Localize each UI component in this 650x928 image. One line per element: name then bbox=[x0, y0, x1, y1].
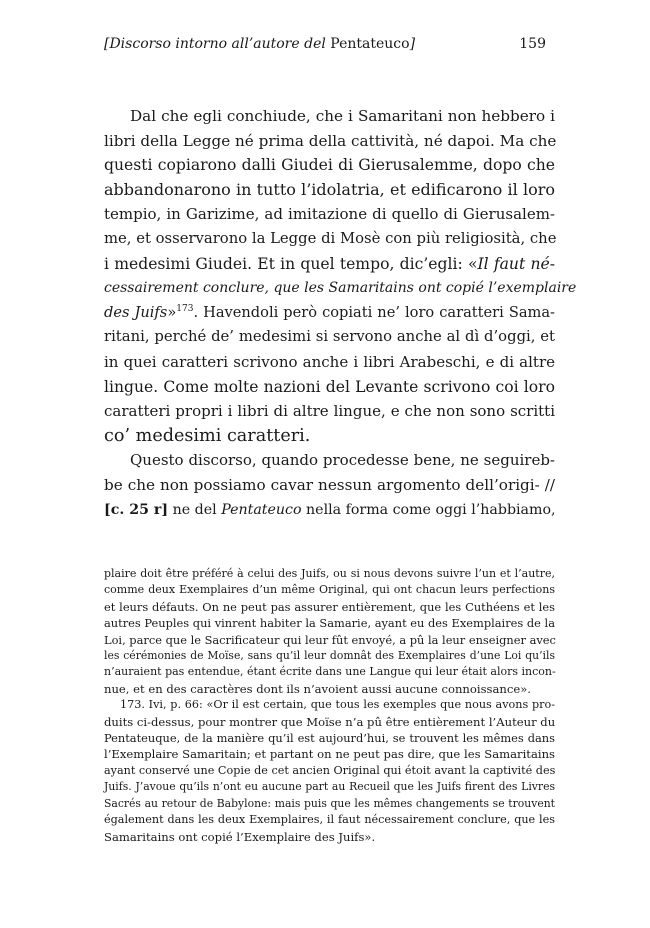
text-line: tempio, in Garizime, ad imitazione di quello di Gierusalem- bbox=[104, 205, 555, 224]
text-line: be che non possiamo cavar nessun argomento dell’origi- // bbox=[104, 475, 555, 494]
running-header bbox=[104, 36, 546, 60]
footnote-173 bbox=[104, 697, 555, 845]
text-run: nella forma come oggi l’habbiamo, bbox=[301, 501, 556, 518]
text-line: ritani, perché de’ medesimi si servono anche al dì d’oggi, et bbox=[104, 328, 555, 346]
footnote-line: les cérémonies de Moïse, sans qu’il leur domnât des Exemplaires d’une Loi qu’ils bbox=[104, 649, 555, 663]
text-line: Dal che egli conchiude, che i Samaritani non hebbero i bbox=[130, 107, 555, 125]
paragraph-1 bbox=[104, 104, 577, 448]
quote-italic: des Juifs bbox=[104, 303, 168, 321]
footnote-line: Juifs. J’avoue qu’ils n’ont eu aucune part au Recueil que les Juifs firent des Livres bbox=[104, 780, 555, 794]
footnote-line: l’Exemplaire Samaritain; et partant on ne peut pas dire, que les Samaritains bbox=[104, 747, 555, 762]
title-italic: Pentateuco bbox=[221, 501, 302, 518]
footnote-line: autres Peuples qui vinrent habiter la Samarie, ayant eu des Exemplaires de la bbox=[104, 616, 555, 631]
footnote-line: nue, et en des caractères dont ils n’avoient aussi aucune connoissance». bbox=[104, 681, 531, 696]
footnote-line: ayant conservé une Copie de cet ancien Original qui étoit avant la captivité des bbox=[104, 763, 556, 777]
text-line: caratteri propri i libri di altre lingue, e che non sono scritti bbox=[104, 402, 555, 421]
running-title-italic: [Discorso intorno all’autore del bbox=[104, 36, 331, 52]
footnote-line: plaire doit être préféré à celui des Juifs, ou si nous devons suivre l’un et l’autre, bbox=[104, 567, 555, 580]
text-line: libri della Legge né prima della cattività, né dapoi. Ma che bbox=[104, 131, 557, 150]
main-text bbox=[104, 104, 577, 522]
running-title-close: ] bbox=[409, 36, 416, 52]
quote-italic: Il faut né- bbox=[477, 254, 555, 273]
footnote-line: également dans les deux Exemplaires, il faut nécessairement conclure, que les bbox=[104, 813, 555, 827]
footnote-line: duits ci-dessus, pour montrer que Moïse n’a pû être entièrement l’Auteur du bbox=[104, 714, 556, 729]
text-line: me, et osservarono la Legge di Mosè con più religiosità, che bbox=[104, 229, 557, 247]
quote-italic-line: cessairement conclure, que les Samaritains ont copié l’exemplaire bbox=[104, 280, 577, 297]
text-line bbox=[104, 301, 555, 326]
footnote-continuation bbox=[104, 566, 555, 697]
text-run: . Havendoli però copiati ne’ loro caratteri Sama- bbox=[193, 303, 555, 321]
text-line: in quei caratteri scrivono anche i libri Arabeschi, e di altre bbox=[104, 352, 555, 371]
footnote-line: 173. Ivi, p. 66: «Or il est certain, que tous les exemples que nous avons pro- bbox=[120, 698, 555, 712]
page-number: 159 bbox=[519, 36, 546, 52]
footnote-line: Loi, parce que le Sacrificateur qui leur fût envoyé, a pû la leur enseigner avec bbox=[104, 632, 556, 647]
text-run: » bbox=[167, 303, 177, 321]
text-line: questi copiarono dalli Giudei di Gierusalemme, dopo che bbox=[104, 156, 555, 175]
text-line bbox=[104, 498, 555, 523]
footnote-line: n’auraient pas entendue, étant écrite dans une Langue qui leur était alors incon- bbox=[104, 665, 556, 679]
footnote-line: Sacrés au retour de Babylone: mais puis que les mêmes changements se trouvent bbox=[104, 796, 555, 810]
footnote-line: et leurs défauts. On ne peut pas assurer entièrement, que les Cuthéens et les bbox=[104, 599, 555, 614]
footnote-line: Samaritains ont copié l’Exemplaire des Juifs». bbox=[104, 829, 376, 844]
text-line: abbandonarono in tutto l’idolatria, et edificarono il loro bbox=[104, 179, 555, 199]
folio-marker: [c. 25 r] bbox=[104, 501, 169, 518]
text-line: lingue. Come molte nazioni del Levante scrivono coi loro bbox=[104, 377, 555, 396]
running-title bbox=[104, 36, 415, 52]
paragraph-2 bbox=[104, 448, 555, 522]
text-run: i medesimi Giudei. Et in quel tempo, dic’egli: « bbox=[104, 254, 478, 273]
footnote-ref[interactable]: 173 bbox=[176, 303, 194, 314]
text-line: co’ medesimi caratteri. bbox=[104, 425, 311, 446]
footnote-line: comme deux Exemplaires d’un même Original, qui ont chacun leurs perfections bbox=[104, 583, 555, 597]
footnote-line: Pentateuque, de la manière qu’il est aujourd’hui, se trouvent les mêmes dans bbox=[104, 731, 555, 746]
text-line bbox=[104, 252, 555, 277]
running-title-roman: Pentateuco bbox=[330, 36, 410, 52]
text-run: ne del bbox=[168, 501, 222, 518]
text-line: Questo discorso, quando procedesse bene, ne seguireb- bbox=[130, 451, 555, 470]
footnotes bbox=[104, 566, 555, 845]
